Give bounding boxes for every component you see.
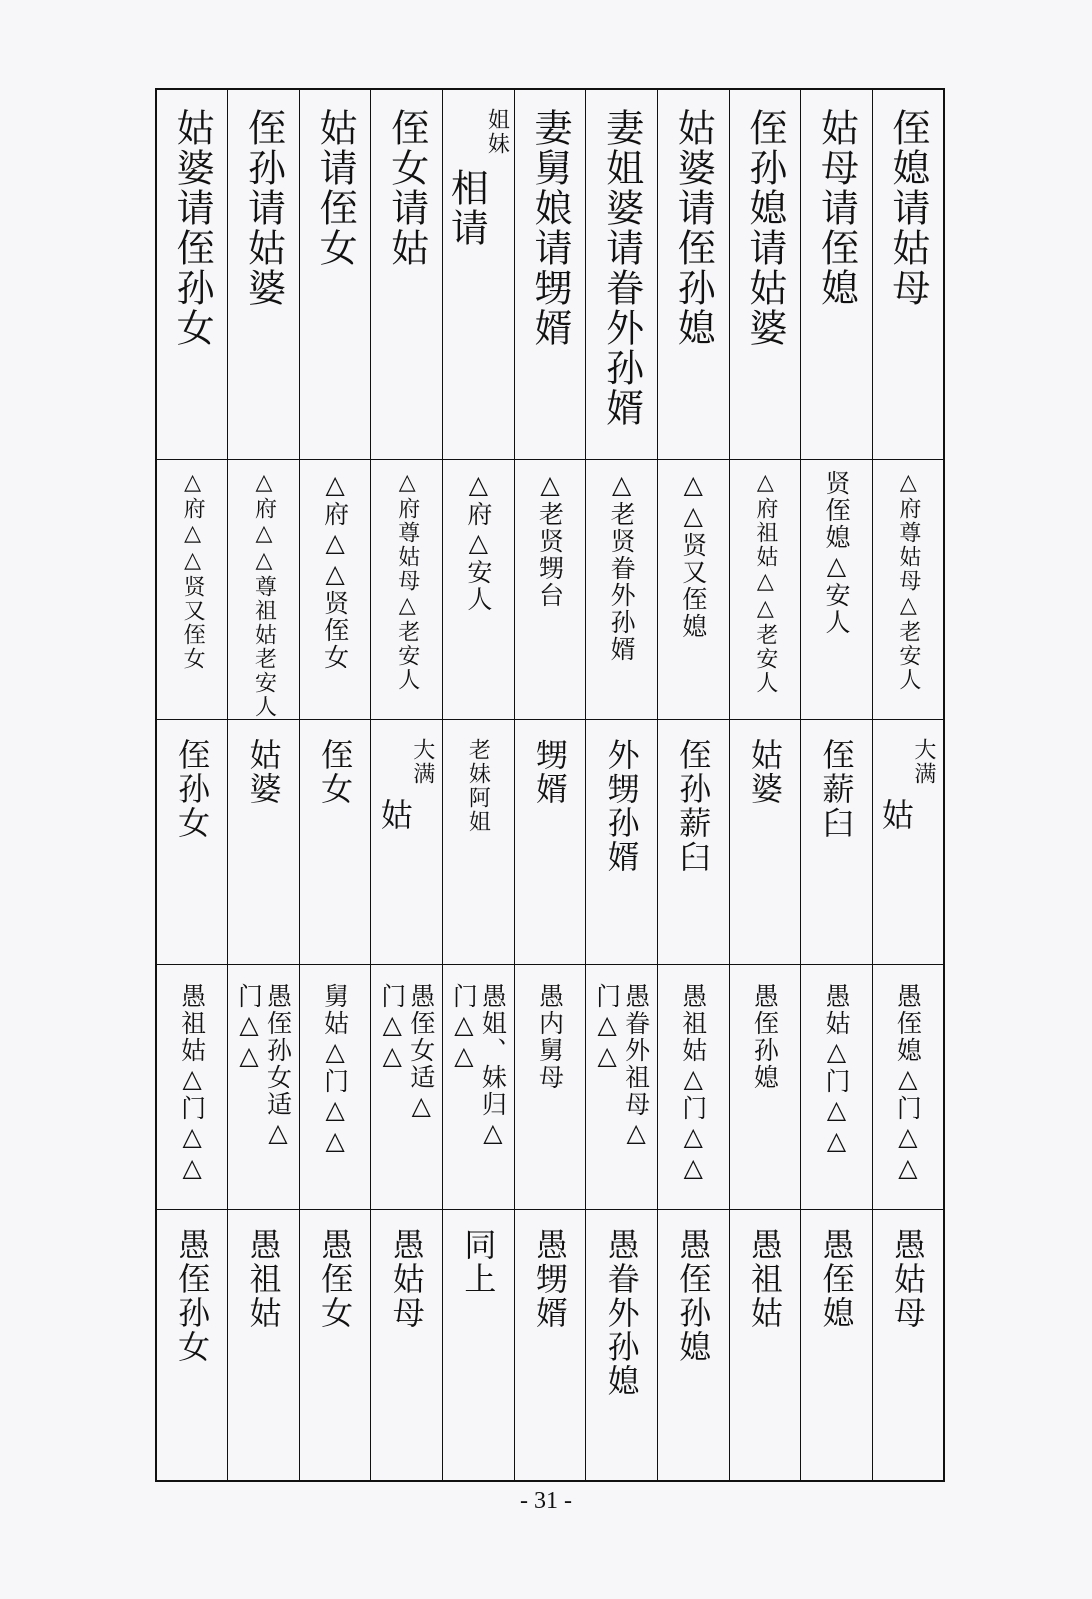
cell-text: 侄孙请姑婆 — [241, 108, 286, 308]
table-cell — [371, 459, 443, 719]
cell-text: 愚祖姑 — [244, 1227, 283, 1330]
cell-text: 相请 — [444, 168, 489, 248]
cell-text: 侄薪臼 — [817, 737, 856, 840]
table-cell — [514, 719, 586, 964]
table-cell — [729, 1209, 801, 1481]
table-cell — [443, 89, 515, 459]
cell-text: 妻姐婆请眷外孙婿 — [599, 108, 644, 428]
table-cell — [801, 719, 873, 964]
cell-text: 侄女 — [316, 737, 355, 806]
table-cell — [156, 459, 228, 719]
table-cell — [299, 719, 371, 964]
table-cell — [299, 89, 371, 459]
cell-text: 愚侄孙媳 — [674, 1227, 713, 1364]
cell-text: 愚侄孙女适△ — [263, 982, 293, 1149]
cell-text: △老贤甥台 — [535, 469, 565, 609]
table-cell — [872, 964, 944, 1209]
table-cell — [228, 1209, 300, 1481]
title-row — [156, 719, 944, 964]
table-cell — [443, 964, 515, 1209]
cell-text: 门△△ — [449, 982, 479, 1072]
table-cell — [228, 719, 300, 964]
table-cell — [586, 89, 658, 459]
table-cell — [156, 719, 228, 964]
table-cell — [228, 964, 300, 1209]
cell-text: 愚侄女 — [316, 1227, 355, 1330]
cell-text: 愚姑母 — [387, 1227, 426, 1330]
table-cell — [514, 459, 586, 719]
cell-text: 愚侄女适△ — [406, 982, 436, 1122]
cell-text: 姑母请侄媳 — [814, 108, 859, 308]
cell-text: △府△△贤侄女 — [320, 469, 350, 671]
cell-text: △老贤眷外孙婿 — [607, 469, 637, 663]
cell-text: △府尊姑母△老安人 — [394, 469, 420, 692]
etiquette-table — [155, 88, 945, 1482]
cell-text: 愚侄媳 — [817, 1227, 856, 1330]
table-cell — [729, 459, 801, 719]
cell-text: 姑婆请侄孙媳 — [671, 108, 716, 348]
cell-text: △府△△尊祖姑老安人 — [251, 469, 277, 719]
cell-text: 舅姑△门△△ — [320, 982, 350, 1157]
cell-text: 妻舅娘请甥婿 — [527, 108, 572, 348]
cell-text: 愚眷外孙媳 — [602, 1227, 641, 1398]
cell-text: 姑婆请侄孙女 — [170, 108, 215, 348]
cell-text: 姑 — [876, 797, 915, 832]
cell-text: 大满 — [910, 737, 936, 786]
table-cell — [657, 1209, 729, 1481]
cell-text: 姑婆 — [244, 737, 283, 806]
table-cell — [156, 964, 228, 1209]
table-cell — [443, 1209, 515, 1481]
cell-text: 姑请侄女 — [313, 108, 358, 268]
table-cell — [729, 89, 801, 459]
table-cell — [872, 459, 944, 719]
cell-text: △△贤又侄媳 — [678, 469, 708, 640]
heading-row — [156, 89, 944, 459]
table-cell — [371, 964, 443, 1209]
cell-text: 侄女请姑 — [384, 108, 429, 268]
table-cell — [586, 459, 658, 719]
cell-text: △府尊姑母△老安人 — [895, 469, 921, 692]
cell-text: 侄孙薪臼 — [674, 737, 713, 874]
cell-text: 愚祖姑△门△△ — [177, 982, 207, 1184]
signature-row — [156, 964, 944, 1209]
cell-text: 愚侄孙媳 — [750, 982, 780, 1091]
table-cell — [228, 89, 300, 459]
table-cell — [371, 1209, 443, 1481]
cell-text: 姑婆 — [745, 737, 784, 806]
table-cell — [729, 719, 801, 964]
cell-text: 侄孙女 — [173, 737, 212, 840]
table-cell — [156, 1209, 228, 1481]
table-cell — [872, 1209, 944, 1481]
table-cell — [371, 719, 443, 964]
table-cell — [228, 459, 300, 719]
table-cell — [514, 964, 586, 1209]
cell-text: 愚姑母 — [888, 1227, 927, 1330]
cell-text: 老妹阿姐 — [465, 737, 491, 834]
page-number: - 31 - — [520, 1488, 572, 1514]
table-cell — [299, 459, 371, 719]
cell-text: 同上 — [459, 1227, 498, 1296]
cell-text: 愚姐、妹归△ — [478, 982, 508, 1149]
address-row — [156, 459, 944, 719]
table-cell — [586, 964, 658, 1209]
table-cell — [156, 89, 228, 459]
table-cell — [514, 89, 586, 459]
cell-text: 愚侄孙女 — [173, 1227, 212, 1364]
table-cell — [801, 1209, 873, 1481]
table-cell — [657, 964, 729, 1209]
cell-text: 愚祖姑△门△△ — [678, 982, 708, 1184]
cell-text: 愚姑△门△△ — [821, 982, 851, 1157]
cell-text: 门△△ — [377, 982, 407, 1072]
cell-text: 门△△ — [234, 982, 264, 1072]
cell-text: 姑 — [375, 797, 414, 832]
table-cell — [657, 89, 729, 459]
cell-text: 愚内舅母 — [535, 982, 565, 1091]
cell-text: 大满 — [409, 737, 435, 786]
closing-row — [156, 1209, 944, 1481]
table-cell — [801, 459, 873, 719]
table-cell — [443, 719, 515, 964]
table-cell — [299, 964, 371, 1209]
table-cell — [729, 964, 801, 1209]
cell-text: 愚眷外祖母△ — [621, 982, 651, 1149]
table-cell — [371, 89, 443, 459]
cell-text: 甥婿 — [530, 737, 569, 806]
table-cell — [872, 719, 944, 964]
table-cell — [872, 89, 944, 459]
table-cell — [801, 964, 873, 1209]
cell-text: 外甥孙婿 — [602, 737, 641, 874]
table-cell — [514, 1209, 586, 1481]
table-cell — [586, 1209, 658, 1481]
cell-text: 愚侄媳△门△△ — [893, 982, 923, 1184]
table-cell — [801, 89, 873, 459]
table-cell — [443, 459, 515, 719]
cell-text: △府△安人 — [463, 469, 493, 613]
table-cell — [299, 1209, 371, 1481]
table-cell — [657, 719, 729, 964]
cell-text: 贤侄媳△安人 — [821, 469, 851, 636]
cell-text: 愚甥婿 — [530, 1227, 569, 1330]
cell-text: △府祖姑△△老安人 — [752, 469, 778, 695]
table-cell — [586, 719, 658, 964]
cell-text: 愚祖姑 — [745, 1227, 784, 1330]
table-cell — [657, 459, 729, 719]
cell-text: △府△△贤又侄女 — [180, 469, 206, 671]
cell-text: 姐妹 — [484, 108, 510, 156]
cell-text: 侄媳请姑母 — [885, 108, 930, 308]
cell-text: 侄孙媳请姑婆 — [742, 108, 787, 348]
cell-text: 门△△ — [592, 982, 622, 1072]
